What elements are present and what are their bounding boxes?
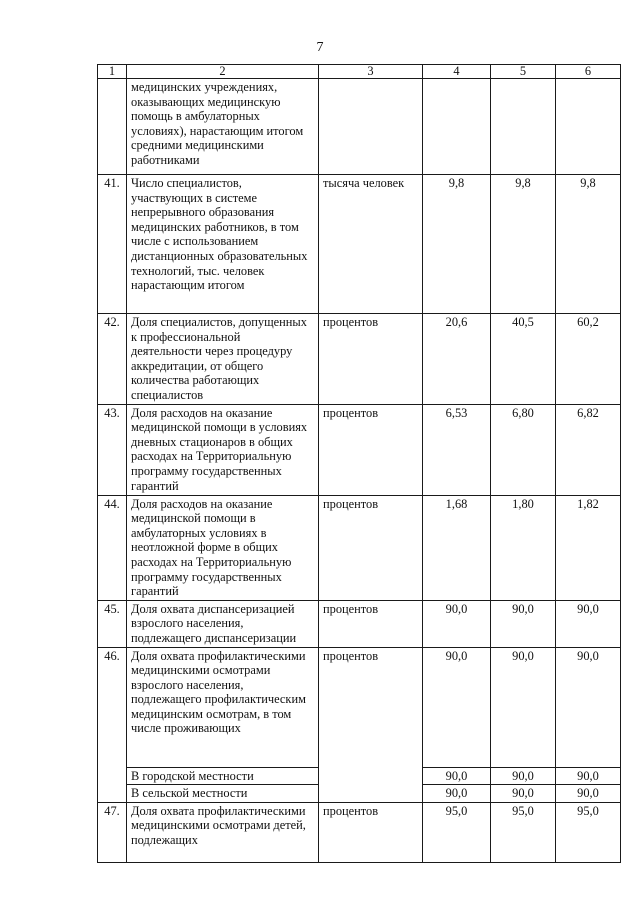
subrow-value-5: 90,0	[491, 767, 556, 785]
header-row	[98, 65, 621, 79]
table-row-43	[98, 404, 621, 495]
row-unit	[319, 79, 423, 175]
table-row-46	[98, 647, 621, 767]
row-value-4: 20,6	[423, 314, 491, 405]
table-row-41	[98, 175, 621, 314]
header-cell-4: 4	[423, 65, 491, 79]
row-number: 44.	[98, 495, 127, 600]
row-value-5: 90,0	[491, 600, 556, 647]
row-unit: процентов	[319, 802, 423, 862]
row-unit: процентов	[319, 314, 423, 405]
row-number: 41.	[98, 175, 127, 314]
row-value-6	[556, 79, 621, 175]
row-value-4: 6,53	[423, 404, 491, 495]
subrow-text: В городской местности	[127, 767, 319, 785]
header-cell-2: 2	[127, 65, 319, 79]
row-value-4	[423, 79, 491, 175]
table-row-47	[98, 802, 621, 862]
subrow-value-6: 90,0	[556, 785, 621, 803]
row-value-6: 60,2	[556, 314, 621, 405]
row-unit: процентов	[319, 495, 423, 600]
row-text: медицинских учреждениях, оказывающих медицинскую помощь в амбулаторных условиях), нарастающим итогом средними медицинскими работниками	[127, 79, 319, 175]
row-value-4: 90,0	[423, 600, 491, 647]
subrow-text: В сельской местности	[127, 785, 319, 803]
row-value-5: 95,0	[491, 802, 556, 862]
row-unit: тысяча человек	[319, 175, 423, 314]
page-number: 7	[316, 40, 324, 55]
header-cell-3: 3	[319, 65, 423, 79]
row-value-4: 90,0	[423, 647, 491, 767]
header-cell-1: 1	[98, 65, 127, 79]
row-number	[98, 79, 127, 175]
header-cell-6: 6	[556, 65, 621, 79]
row-unit: процентов	[319, 404, 423, 495]
row-value-6: 1,82	[556, 495, 621, 600]
subrow-value-5: 90,0	[491, 785, 556, 803]
row-value-6: 90,0	[556, 647, 621, 767]
indicators-table	[97, 64, 621, 863]
subrow-value-4: 90,0	[423, 767, 491, 785]
row-unit: процентов	[319, 647, 423, 802]
row-value-5: 6,80	[491, 404, 556, 495]
row-unit: процентов	[319, 600, 423, 647]
row-value-6: 95,0	[556, 802, 621, 862]
row-value-5: 40,5	[491, 314, 556, 405]
row-text: Доля расходов на оказание медицинской помощи в амбулаторных условиях в неотложной форме в общих расходах на Территориальную программу государственных гарантий	[127, 495, 319, 600]
row-value-5	[491, 79, 556, 175]
table-row-42	[98, 314, 621, 405]
header-cell-5: 5	[491, 65, 556, 79]
row-value-5: 9,8	[491, 175, 556, 314]
row-value-5: 1,80	[491, 495, 556, 600]
row-text: Доля специалистов, допущенных к профессиональной деятельности через процедуру аккредитации, от общего количества работающих специалистов	[127, 314, 319, 405]
row-text: Число специалистов, участвующих в системе непрерывного образования медицинских работников, в том числе с использованием дистанционных образовательных технологий, тыс. человек нарастающим итогом	[127, 175, 319, 314]
row-text: Доля охвата диспансеризацией взрослого населения, подлежащего диспансеризации	[127, 600, 319, 647]
row-value-4: 95,0	[423, 802, 491, 862]
row-text: Доля расходов на оказание медицинской помощи в условиях дневных стационаров в общих расходах на Территориальную программу государственных гарантий	[127, 404, 319, 495]
row-number: 47.	[98, 802, 127, 862]
row-text: Доля охвата профилактическими медицинскими осмотрами взрослого населения, подлежащего профилактическим медицинским осмотрам, в том числе проживающих	[127, 647, 319, 767]
row-value-4: 1,68	[423, 495, 491, 600]
row-value-6: 9,8	[556, 175, 621, 314]
subrow-value-4: 90,0	[423, 785, 491, 803]
row-number: 43.	[98, 404, 127, 495]
row-value-4: 9,8	[423, 175, 491, 314]
subrow-value-6: 90,0	[556, 767, 621, 785]
row-value-6: 6,82	[556, 404, 621, 495]
table-row-44	[98, 495, 621, 600]
row-number: 45.	[98, 600, 127, 647]
row-value-6: 90,0	[556, 600, 621, 647]
row-number: 42.	[98, 314, 127, 405]
table-row-45	[98, 600, 621, 647]
table-row-continued	[98, 79, 621, 175]
row-text: Доля охвата профилактическими медицинскими осмотрами детей, подлежащих	[127, 802, 319, 862]
row-value-5: 90,0	[491, 647, 556, 767]
row-number: 46.	[98, 647, 127, 802]
